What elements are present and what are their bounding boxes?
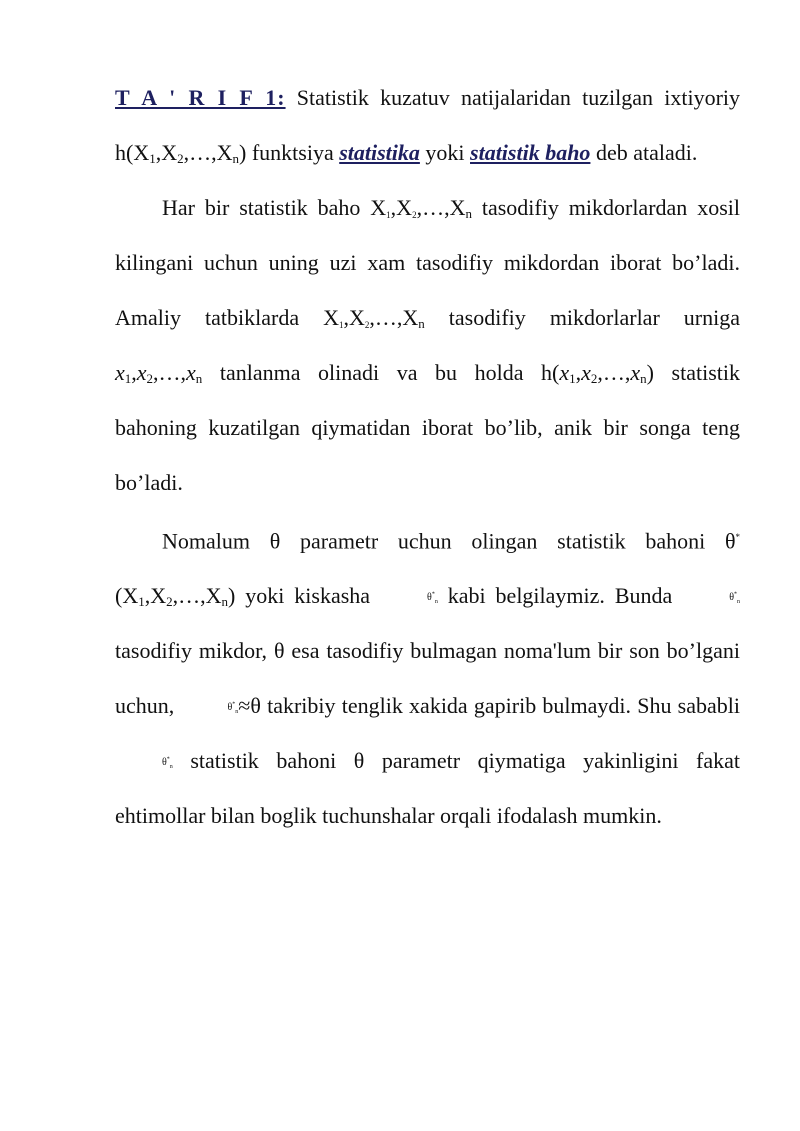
text: ,…, — [597, 360, 631, 385]
subscript: 2 — [412, 210, 417, 220]
subscript: 2 — [146, 371, 154, 386]
text: , — [131, 360, 137, 385]
text: tasodifiy mikdorlarlar urniga — [424, 305, 740, 330]
text: ≈θ takribiy tenglik xakida gapirib bulmaydi. Shu sababli — [238, 693, 740, 719]
theta-estimate-symbol — [682, 591, 741, 606]
subscript: 2 — [177, 151, 184, 166]
subscript: 1 — [386, 210, 391, 220]
text: , — [575, 360, 582, 385]
subscript: 1 — [569, 371, 576, 386]
text: deb ataladi. — [590, 140, 698, 165]
text: ) statistik bahoning kuzatilgan qiymatidan iborat bo’lib, anik bir songa teng bo’ladi. — [115, 360, 740, 495]
superscript: * — [734, 591, 738, 598]
subscript: n — [169, 764, 173, 771]
math-variable: x — [559, 360, 570, 385]
math-variable: x — [136, 360, 147, 385]
text: Har bir statistik baho X — [162, 195, 387, 220]
subscript: 1 — [138, 594, 145, 610]
text: ,…,X — [183, 140, 233, 165]
document-page — [115, 70, 740, 843]
paragraph-unknown-parameter — [115, 510, 740, 843]
subscript: 1 — [149, 151, 156, 166]
subscript: n — [232, 151, 239, 166]
text: ,X — [390, 195, 413, 220]
subscript: 1 — [124, 371, 132, 386]
text: ,…,X — [369, 305, 419, 330]
math-variable: x — [630, 360, 641, 385]
theta: θ — [227, 702, 233, 714]
text: ) yoki kiskasha — [228, 583, 381, 609]
text: ,X — [343, 305, 365, 330]
subscript: n — [418, 316, 425, 331]
subscript: n — [235, 709, 239, 716]
text: kabi belgilaymiz. Bunda — [437, 583, 683, 609]
subscript: n — [221, 594, 228, 610]
text: ) funktsiya — [239, 140, 340, 165]
subscript: n — [465, 206, 472, 221]
text: ,…,X — [172, 583, 222, 609]
subscript: 2 — [166, 594, 173, 610]
math-variable: x — [581, 360, 591, 385]
subscript: n — [640, 371, 647, 386]
text: ,X — [155, 140, 178, 165]
subscript: n — [195, 371, 203, 386]
text: ,X — [144, 583, 167, 609]
superscript: * — [431, 591, 435, 598]
superscript: * — [166, 756, 170, 763]
term-statistika: statistika — [339, 140, 420, 165]
paragraph-statistic-random — [115, 180, 740, 510]
text: (X — [115, 583, 139, 609]
text: tanlanma olinadi va bu holda h( — [202, 360, 560, 385]
theta-estimate-symbol — [380, 591, 438, 606]
subscript: n — [434, 599, 438, 606]
text: yoki — [419, 140, 471, 165]
definition-paragraph — [115, 70, 740, 180]
term-statistik-baho: statistik baho — [470, 140, 591, 165]
subscript: 1 — [339, 320, 344, 330]
math-variable: x — [186, 360, 196, 385]
superscript: * — [735, 532, 740, 542]
text: statistik bahoni θ parametr qiymatiga yakinligini fakat ehtimollar bilan boglik tuchunshalar orqali ifodalash mumkin. — [115, 748, 740, 829]
subscript: n — [737, 599, 741, 606]
text: Nomalum θ parametr uchun olingan statistik bahoni θ — [162, 528, 736, 554]
theta: θ — [162, 757, 167, 769]
theta-estimate-symbol — [115, 756, 173, 771]
text: ,…, — [153, 360, 187, 385]
text: tasodifiy mikdorlardan xosil kilingani uchun uning uzi xam tasodifiy mikdordan iborat bo’ladi. Amaliy tatbiklarda X — [115, 195, 740, 330]
math-variable: x — [115, 360, 125, 385]
text: ,…,X — [416, 195, 466, 220]
theta: θ — [729, 592, 735, 604]
text: Statistik kuzatuv natijalaridan tuzilgan ixtiyoriy h(X — [115, 85, 741, 165]
subscript: 2 — [590, 371, 598, 386]
subscript: 2 — [364, 320, 370, 330]
text: tasodifiy mikdor, θ esa tasodifiy bulmagan noma'lum bir son bo’lgani uchun, — [115, 638, 740, 719]
theta-estimate-symbol — [180, 701, 239, 716]
definition-heading: T A ' R I F 1: — [115, 85, 286, 110]
theta: θ — [427, 592, 432, 604]
superscript: * — [232, 701, 236, 708]
